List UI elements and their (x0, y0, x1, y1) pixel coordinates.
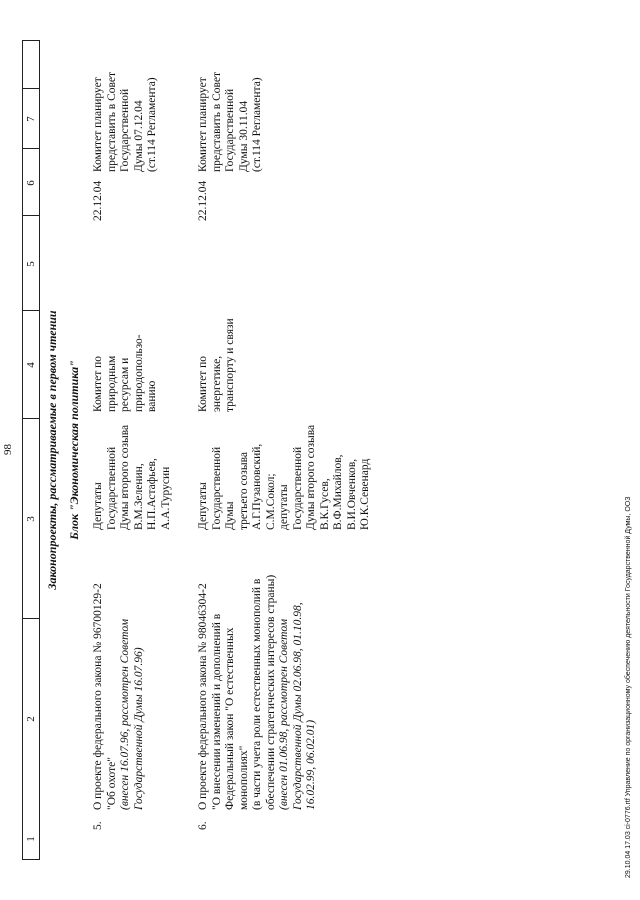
column-divider (23, 148, 39, 149)
row-5-note: (внесен 16.07.96, рассмотрен Советом Государственной Думы 16.07.96) (119, 618, 145, 810)
row-5-remark: Комитет планирует представить в Совет Государственной Думы 07.12.04 (ст.114 Регламента) (92, 71, 158, 172)
column-divider (23, 618, 39, 619)
section-title: Законопроекты, рассматриваемые в первом чтении (45, 310, 59, 590)
row-5-committee: Комитет по природным ресурсам и природопользо- ванию (92, 334, 158, 412)
row-6-authors: Депутаты Государственной Думы третьего созыва А.Г.Пузановский, С.М.Сокол; депутаты Государственной Думы второго созыва В.К.Гусев, В.Ф.Михайлов, В.И.Овченков, Ю.К.Севенард (197, 424, 371, 530)
row-6-number: 6. (197, 821, 209, 830)
page-number: 98 (2, 444, 14, 455)
column-divider (23, 418, 39, 419)
block-title: Блок "Экономическая политика" (67, 360, 81, 540)
column-divider (23, 88, 39, 89)
column-number-1: 1 (25, 836, 37, 842)
row-5-authors: Депутаты Государственной Думы второго созыва В.М.Зеленин, Н.П.Астафьев, А.А.Турусин (92, 424, 172, 530)
row-6-title: О проекте федерального закона № 98046304-2 "О внесении изменений и дополнений в Федеральный закон "О естественных монополиях" (в части учета роли естественных монополий в обеспечении стратегических интересов страны) (197, 574, 277, 810)
row-5-title: О проекте федерального закона № 96700129-2 "Об охоте" (92, 583, 118, 810)
column-header-row (22, 40, 40, 860)
column-number-5: 5 (25, 261, 37, 267)
page-footer: 29.10.04 17.03 сі-0776.rtf Управление по организационному обеспечению деятельности Государственной Думы, ООЗ (625, 496, 632, 878)
column-number-3: 3 (25, 516, 37, 522)
column-number-2: 2 (25, 716, 37, 722)
row-6-remark: Комитет планирует представить в Совет Государственной Думы 30.11.04 (ст.114 Регламента) (197, 71, 263, 172)
column-number-6: 6 (25, 180, 37, 186)
row-6-date: 22.12.04 (197, 180, 209, 221)
row-5-number: 5. (92, 821, 104, 830)
column-divider (23, 310, 39, 311)
column-number-7: 7 (25, 116, 37, 122)
row-6-note: (внесен 01.06.98, рассмотрен Советом Государственной Думы 02.06.98, 01.10.98, 16.02.99, 06.02.01) (278, 602, 317, 810)
row-6-committee: Комитет по энергетике, транспорту и связи (197, 318, 236, 412)
column-number-4: 4 (25, 362, 37, 368)
row-5-date: 22.12.04 (92, 180, 104, 221)
column-divider (23, 215, 39, 216)
